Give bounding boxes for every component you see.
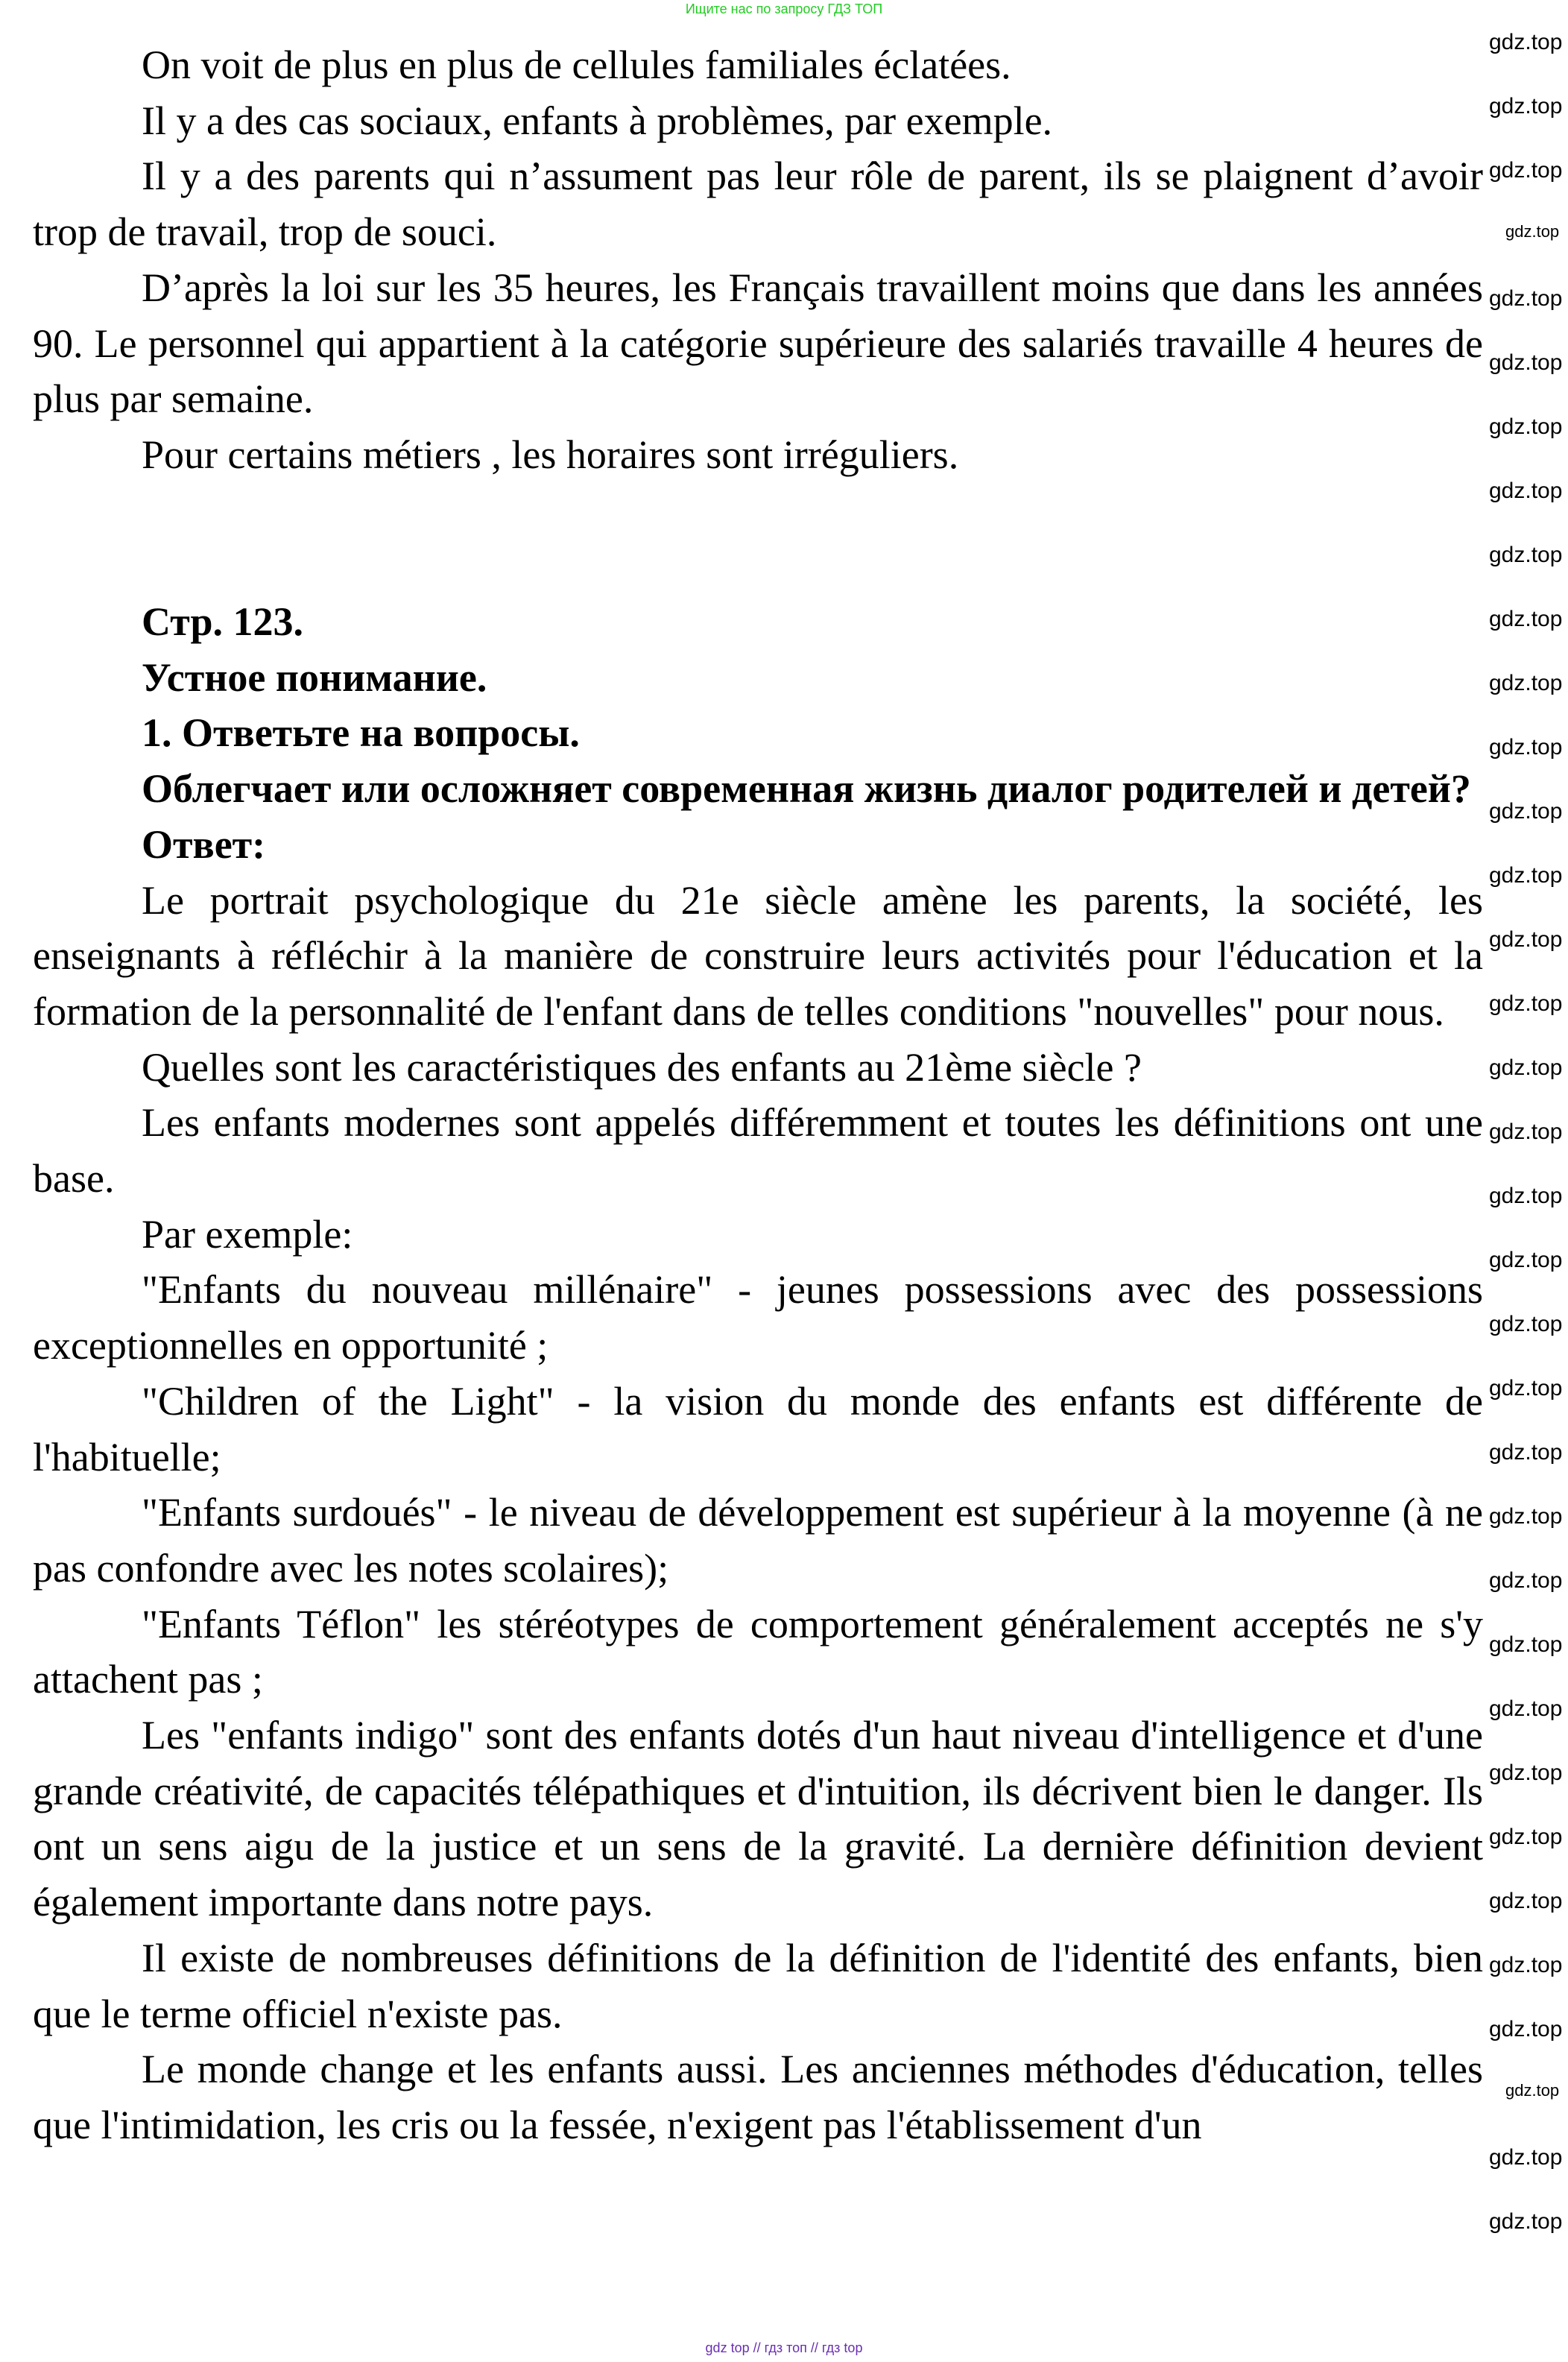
watermark: gdz.top xyxy=(1489,1953,1563,1977)
footer-note: gdz top // гдз топ // гдз top xyxy=(705,2340,863,2355)
watermark: gdz.top xyxy=(1489,2145,1563,2170)
answer-label: Ответ: xyxy=(142,821,266,867)
question: Облегчает или осложняет современная жизнь диалог родителей и детей? xyxy=(142,766,1471,812)
watermark: gdz.top xyxy=(1489,1184,1563,1208)
document-body xyxy=(33,37,1483,2153)
paragraph: "Children of the Light" - la vision du monde des enfants est différente de l'habituelle; xyxy=(33,1378,1483,1480)
spacer xyxy=(33,483,1483,594)
watermark: gdz.top xyxy=(1489,671,1563,695)
watermark: gdz.top xyxy=(1489,350,1563,375)
watermark: gdz.top xyxy=(1489,1440,1563,1465)
paragraph: Il y a des parents qui n’assument pas leur rôle de parent, ils se plaignent d’avoir trop de travail, trop de souci. xyxy=(33,154,1483,255)
watermark: gdz.top xyxy=(1489,1632,1563,1657)
watermark: gdz.top xyxy=(1489,30,1563,54)
watermark: gdz.top xyxy=(1489,1248,1563,1272)
watermark: gdz.top xyxy=(1489,607,1563,631)
paragraph: Les enfants modernes sont appelés différemment et toutes les définitions ont une base. xyxy=(33,1100,1483,1201)
paragraph: Il existe de nombreuses définitions de la définition de l'identité des enfants, bien que le terme officiel n'existe pas. xyxy=(33,1935,1483,2036)
watermark: gdz.top xyxy=(1489,1825,1563,1849)
paragraph: Par exemple: xyxy=(142,1211,353,1257)
watermark: gdz.top xyxy=(1489,799,1563,824)
watermark: gdz.top xyxy=(1489,1761,1563,1785)
watermark: gdz.top xyxy=(1505,222,1560,241)
watermark: gdz.top xyxy=(1489,1504,1563,1529)
paragraph: "Enfants Téflon" les stéréotypes de comportement généralement acceptés ne s'y attachent pas ; xyxy=(33,1601,1483,1702)
watermark: gdz.top xyxy=(1489,735,1563,760)
watermark: gdz.top xyxy=(1489,1696,1563,1721)
watermark: gdz.top xyxy=(1489,863,1563,888)
watermark: gdz.top xyxy=(1489,991,1563,1016)
paragraph: Quelles sont les caractéristiques des enfants au 21ème siècle ? xyxy=(142,1044,1142,1090)
watermark: gdz.top xyxy=(1489,1889,1563,1913)
paragraph: D’après la loi sur les 35 heures, les Français travaillent moins que dans les années 90. Le personnel qui appartient à la catégorie supérieure des salariés travaille 4 heures de plus par semaine. xyxy=(33,265,1483,422)
page-reference: Стр. 123. xyxy=(142,599,304,645)
watermark: gdz.top xyxy=(1489,286,1563,311)
watermark: gdz.top xyxy=(1489,414,1563,439)
paragraph: Il y a des cas sociaux, enfants à problèmes, par exemple. xyxy=(142,98,1053,143)
watermark: gdz.top xyxy=(1489,927,1563,952)
paragraph: Le monde change et les enfants aussi. Les anciennes méthodes d'éducation, telles que l'intimidation, les cris ou la fessée, n'exigent pas l'établissement d'un xyxy=(33,2047,1483,2147)
header-note: Ищите нас по запросу ГДЗ ТОП xyxy=(685,1,883,16)
paragraph: Les "enfants indigo" sont des enfants dotés d'un haut niveau d'intelligence et d'une grande créativité, de capacités télépathiques et d'intuition, ils décrivent bien le danger. Ils ont un sens aigu de la justice et un sens de la gravité. La dernière définition devient également importante dans notre pays. xyxy=(33,1713,1483,1925)
watermark: gdz.top xyxy=(1489,94,1563,119)
watermark: gdz.top xyxy=(1505,2081,1560,2100)
watermark: gdz.top xyxy=(1489,479,1563,503)
paragraph: On voit de plus en plus de cellules familiales éclatées. xyxy=(142,42,1011,87)
paragraph: "Enfants surdoués" - le niveau de développement est supérieur à la moyenne (à ne pas confondre avec les notes scolaires); xyxy=(33,1490,1483,1591)
watermark: gdz.top xyxy=(1489,1376,1563,1401)
watermark: gdz.top xyxy=(1489,1120,1563,1144)
watermark: gdz.top xyxy=(1489,2209,1563,2234)
watermark: gdz.top xyxy=(1489,1568,1563,1593)
watermark: gdz.top xyxy=(1489,158,1563,183)
task-heading: 1. Ответьте на вопросы. xyxy=(142,710,580,756)
watermark: gdz.top xyxy=(1489,1055,1563,1080)
paragraph: Le portrait psychologique du 21e siècle amène les parents, la société, les enseignants à réfléchir à la manière de construire leurs activités pour l'éducation et la formation de la personnalité de l'enfant dans de telles conditions "nouvelles" pour nous. xyxy=(33,877,1483,1034)
watermark: gdz.top xyxy=(1489,1312,1563,1336)
paragraph: "Enfants du nouveau millénaire" - jeunes possessions avec des possessions exceptionnelles en opportunité ; xyxy=(33,1267,1483,1368)
watermark: gdz.top xyxy=(1489,2017,1563,2042)
paragraph: Pour certains métiers , les horaires sont irréguliers. xyxy=(142,432,959,477)
watermark: gdz.top xyxy=(1489,543,1563,567)
section-heading: Устное понимание. xyxy=(142,654,487,700)
